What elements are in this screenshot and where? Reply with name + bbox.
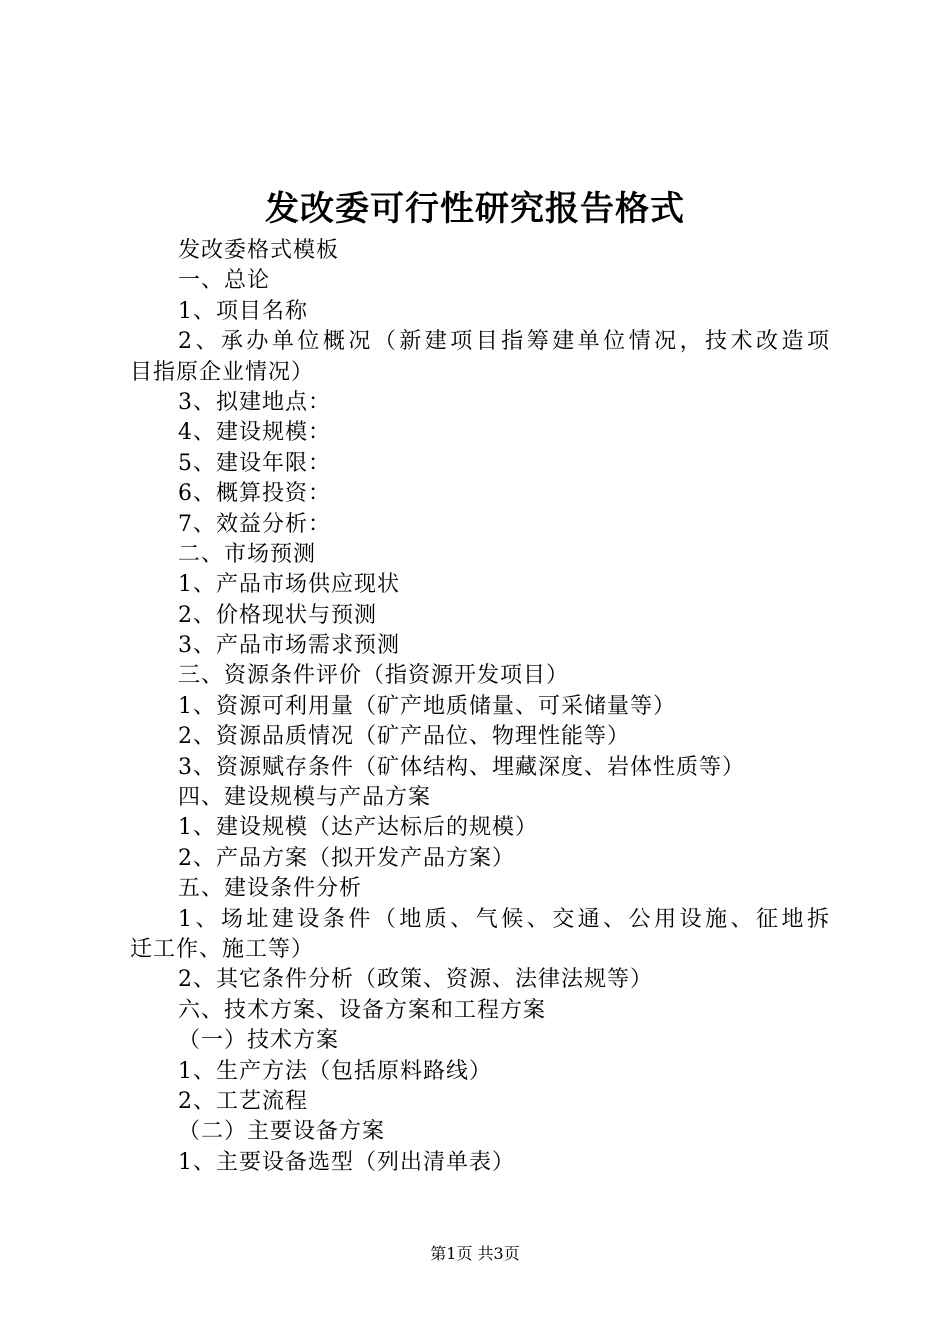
text-line: 1、场址建设条件（地质、气候、交通、公用设施、征地拆 xyxy=(178,906,830,932)
text-line: 4、建设规模： xyxy=(178,420,331,446)
text-line: 5、建设年限： xyxy=(178,450,331,476)
section-heading: 五、建设条件分析 xyxy=(178,876,363,902)
text-line-continuation: 目指原企业情况） xyxy=(130,359,315,385)
text-line: 发改委格式模板 xyxy=(178,238,340,263)
text-line: 3、产品市场需求预测 xyxy=(178,633,400,659)
section-heading: 一、总论 xyxy=(178,268,271,294)
section-heading: 六、技术方案、设备方案和工程方案 xyxy=(178,997,547,1023)
text-line: 2、价格现状与预测 xyxy=(178,602,377,628)
text-line: 2、产品方案（拟开发产品方案） xyxy=(178,845,515,871)
text-line: 2、承办单位概况（新建项目指筹建单位情况，技术改造项 xyxy=(178,329,830,355)
text-line-continuation: 迁工作、施工等） xyxy=(130,936,315,962)
text-line: 1、生产方法（包括原料路线） xyxy=(178,1058,492,1084)
section-heading: 四、建设规模与产品方案 xyxy=(178,785,432,811)
text-line: 1、项目名称 xyxy=(178,298,308,324)
section-heading: 三、资源条件评价（指资源开发项目） xyxy=(178,663,570,689)
text-line: 2、工艺流程 xyxy=(178,1088,308,1114)
text-line: 3、资源赋存条件（矿体结构、埋藏深度、岩体性质等） xyxy=(178,754,745,780)
page-footer: 第1页 共3页 xyxy=(430,1244,520,1263)
section-heading: 二、市场预测 xyxy=(178,541,317,567)
text-line: 6、概算投资： xyxy=(178,481,331,507)
text-line: 1、资源可利用量（矿产地质储量、可采储量等） xyxy=(178,693,676,719)
subsection-heading: （一）技术方案 xyxy=(178,1028,340,1054)
subsection-heading: （二）主要设备方案 xyxy=(178,1119,386,1145)
document-title: 发改委可行性研究报告格式 xyxy=(265,189,685,229)
text-line: 1、产品市场供应现状 xyxy=(178,572,400,598)
text-line: 7、效益分析： xyxy=(178,511,331,537)
text-line: 1、主要设备选型（列出清单表） xyxy=(178,1149,515,1175)
text-line: 1、建设规模（达产达标后的规模） xyxy=(178,815,538,841)
text-line: 2、其它条件分析（政策、资源、法律法规等） xyxy=(178,967,653,993)
document-body xyxy=(130,236,830,1178)
text-line: 3、拟建地点： xyxy=(178,389,331,415)
text-line: 2、资源品质情况（矿产品位、物理性能等） xyxy=(178,724,630,750)
